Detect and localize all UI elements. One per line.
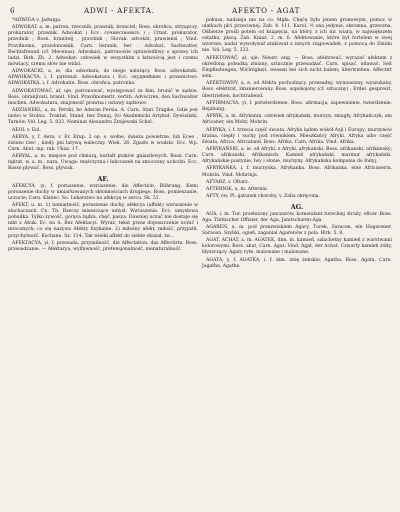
dictionary-entry: AFEKT, u. m. 1) namiętność, poruszenie duchy, afekcya (affekt) wzruszenie w słuchaczach. Cn. Th. Rzeczy mieszczące umysł, Wzruszenie. Ecc. umysłowa pobudka. Tylko żywość, gorąca żądza, chęć, pasya. Dawniej uczuć nie dostaje się nikt z Abuk. Ec. na A. Bez Afektacyi. Wyraż, tekst przez dopuszczenie uczuć i mrocznych; co się nazywa Afekty fizykalne. 2) miłośny afekt, miłość, przyjaźń, przychylność. Kochane. Sz. 114. Tak wielki affekt do siebie okazał, że... [8,203,198,239]
running-header [0,6,400,18]
right-running-title: AFEKTO - AGAT [232,6,301,15]
dictionary-entry: AFTERNIK, u, m. Afternia. [206,187,269,193]
section-heading: AG. [290,202,304,211]
dictionary-entry: AFEKTOWAĆ, ał, uje; Nieutr. eng. — Boss. afektować, wyrażać afektem z określoną pobudką zmiany, sztucznie przesadzać. Carn. spisać, udawać. Seit Empfindungen, Wichtigkeit, wessen bei sich nicht haben; übertrieben. Affectirt sein. [202,55,392,80]
dictionary-entry: AFRYKANKA, i, f. murzynka, Afrykanka. Boss. Afrikanka. eine Africanerin, Mohrin. Vind. Mohrinja. [202,166,392,178]
dictionary-entry: AERYA, y, f. Aera, v. Er. Erup. 2 op. s. wołne, świeża powietrze, lub Ecee , świeżo rzec , kiedy pni latywą waleczny. Wiek. 26. Zgasło w wodzie. Ecc. Wp. Carn. Abut. mp. rak. Ukaz. 17. [8,134,198,152]
dictionary-entry: AFTARZ, v. Ołtarz. [206,179,250,185]
left-text-column [8,18,198,254]
dictionary-entry: AFTY, ów, Pl. gatunek choroby, v. Zaba okręcona. [206,194,320,200]
dictionary-entry: pokusa, nadzieja nie na co. Mgła. Chęćę była jenem gromowym, pomoc w ułatkach płci przeciwnej. Zab. 4. 111. Karol, ½ ona jedynie, skromna, grzeczna, Odbierze prośb potem od ksiązęcia, na który, z ich nic wiarą, w największem ostatku, płacą. Zab. Kniaż. 2. m. 6. Afektowanie, które był fortelem w swej wzorsze, nadal wywoływał atakował z innych rząpowadeń, z pomocą do Sinidu nie. Vol. Leg. 5. 323. [202,18,392,54]
dictionary-entry: AFEKCYA, yi, f. poruszenie, wzruszenie, die Affection, Rührung. Kemi poruszenie duchy w umiarkowanych skłonnościach drugiego. Boss. pomieszanie, uczucie; Carn. Klanec. So. Lekarstwo na afekcyę w sercu. Sk. 51. [8,183,198,201]
dictionary-entry: AGAREN, a, m. pod przezwiskiem Agary, Turek, Saracen, ein Hagarener, Saracen. Szybki, ogień, zaganiał Agarenów z pola. Birk. 5. 8. [202,224,392,236]
dictionary-entry: AFFIRMACYA, yi, f. potwierdzenie, Boss. afirmacja, zapewnienie, twierdzenie. Bejahung. [202,100,392,112]
dictionary-entry: AFRYKAŃSKI, a, ie, od Afryki, z Afryki, afrykański, Boss. afrikanski, afrikánský; Carn. afrikanski. Afrikanisch. Kamień afrykański, marmur afrykański. Afrykańskie pustynie, lwy i słonie, murzyny. Afrykańska kompania do Indyj. [202,147,392,165]
dictionary-entry: ADWOKAT, a, m. patron, rzecznik, prawnik, bronciel; Boss. obrońca, stryapczy, prokurator, prawnik. Adwokat ( Ecc. сочинствовать ) ; Crnat. prokurator, pravdnik ; Bosn. branitelj , pravdnik ; Slovak. advokát, prawiensi ; Vind. Pravdnomu, pravdonosnik, Carn. bersnik, ber . Advokat, Sachwalter, Rechtsfreund (cf. Mecenas). Adwokaci, patronowie sprawiedliwy o sprawy ich ludzi. Birk. Zb. 2. Adwokat: człowiek w wszystkim z łatwością jest i czemu mówiący, czemu słów nie widzi. [8,25,198,67]
page-number: 6 [10,6,16,15]
dictionary-entry: AERYAL, a, m. miejsce pod chmurą, kształt ptaków gniazdowych. Bosn. Carn. ngirat, w. a. m., nara, Uwaga: mężczyzna i łańcuszek na zmoczony uchodzi. Ecc. Basso pływać, Boss. pływak. [8,154,198,172]
dictionary-entry: ADWOKATOWAĆ, ał, uje, patronować, występować za kim, bronić w sądzie. Boss. obranjivati, branit. Vind. Pravdinomerit, vertiti. Advociren, den Sachwalter machen. Adwokatura, znajomość prawna i ustawy sądzowe. [8,88,198,106]
dictionary-entry: ADWOKACKI, a, ie, dla adwokata, do niego należący. Boss. adwokatski. ADWOKACYA, i, f. patronat. Adwokatura ( Ecc. скуднейшее ) prawnictwo. ADWOKATKA, i, f. Advokatin. Boss. obrońca, patronka. [8,69,198,87]
dictionary-entry: AEOL v. Eol. [12,127,41,133]
dictionary-entry: AFEKTACYA, yi, f. przesada, przymilność, die Affectation, das Affectirte. Boss. przesadzanie. — Afektarya, wylfawność, pretensjonalność, nienaturalność. [8,240,198,252]
dictionary-entry: ADZIANEKL, a, m. Perski, bo Aderan Persia. A. Carn. Stari Tragike, Gdie jest niebo w Stolnic. Traktat. Stand, bez Dunaj, (to Akademicki Artykuł, Dywisilski, Tarnów. Vol. Leg. 5. 823. Nominat Alexandro Żmijewski Schel. [8,108,198,126]
dictionary-entry: AFRYKA, i, f. trzecia część świata, Afryka lądem wokół Azji i Europy; murzynów kraina, ciepły i suchy pod równikiem. Mieszkańcy Afryki. Afryka albo część świata, Africa, Africaland. Boss. Afrika. Carn. Afrika. Vind. Afrika. [202,127,392,145]
dictionary-entry: *ADWIGA v. Jadwiga. [12,18,62,23]
dictionary-entry: AFRYK, a, m. Afrykanin, człowiek afrykański, murzyn, smagły, Afrykańczyk, ein Africaner, ein Mohr, Mohrin. [202,114,392,126]
left-running-title: ADWI - AFEKTA. [84,6,155,15]
dictionary-entry: AGAT, ACHAT, a, m. AGATEK, dim. m. kamień, szlachetny kamień z warstwami kolorowymi. Boss. ahat, Carn. Agat, Vind. Agat, der Achat. Czwarty kamień żółty, błyszczący. Agaty ryte, malowane i malowane. [202,238,392,256]
dictionary-entry: AFEKTOWNY, a, e, od Afektu pochodzący, przesadny, wymuszony, wyszukany, Boss. efektirat, zmanierowany. Boss. uspokojony (cf. sztuczny) ; Erdel. gespreizt, übertrieben, hochtrabend. [202,81,392,99]
section-heading: AF. [97,174,109,183]
dictionary-entry: AGATA, y, f. AGATKA, i, f. dim. imię żeńskie, Agatha. Boss. Agata, Carn. Jagatha, Agathe. [202,257,392,269]
dictionary-entry: AGA, i, m. Tur. przełożony janczarów, komendant tureckiej straży, oficer. Boss. Aga. Türkischer Offizier, der Aga, Janitscharen-Aga. [202,211,392,223]
right-text-column [202,18,392,271]
